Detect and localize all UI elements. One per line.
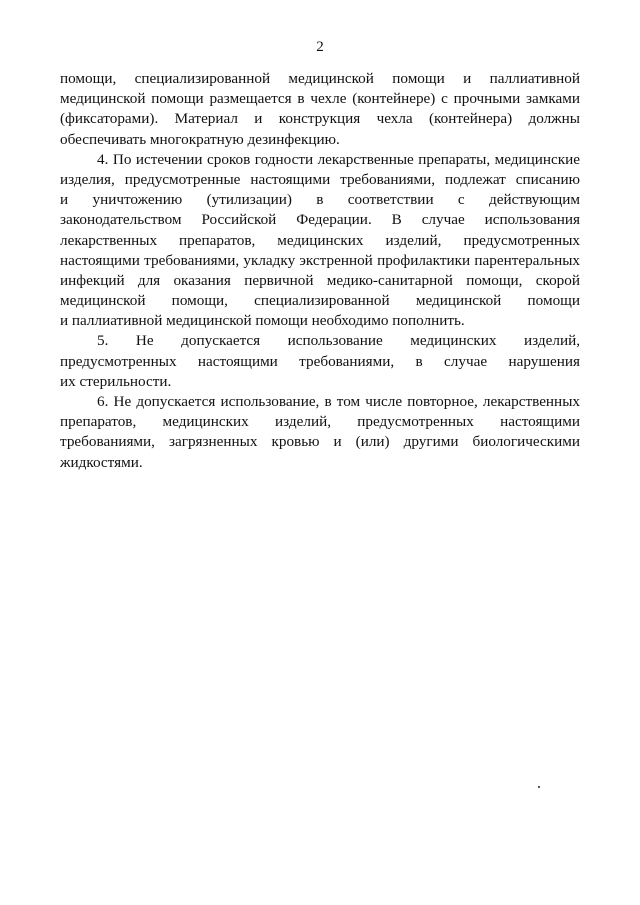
text-line: лекарственных препаратов, медицинских изделий, предусмотренных — [60, 231, 580, 249]
text-line: и уничтожению (утилизации) в соответствии с действующим — [60, 191, 580, 209]
document-body — [60, 69, 580, 473]
text-line: изделия, предусмотренные настоящими требованиями, подлежат списанию — [60, 170, 580, 188]
text-line: обеспечивать многократную дезинфекцию. — [60, 130, 340, 148]
paragraph-5 — [60, 331, 580, 392]
text-line: 4. По истечении сроков годности лекарственные препараты, медицинские — [97, 150, 580, 168]
text-line: препаратов, медицинских изделий, предусмотренных настоящими — [60, 413, 580, 431]
text-line: инфекций для оказания первичной медико-санитарной помощи, скорой — [60, 271, 580, 289]
paragraph-1 — [60, 69, 580, 150]
text-line: помощи, специализированной медицинской помощи и паллиативной — [60, 70, 580, 87]
text-line: требованиями, загрязненных кровью и (или) другими биологическими — [60, 433, 580, 451]
scan-speck — [538, 786, 540, 788]
text-line: настоящими требованиями, укладку экстренной профилактики парентеральных — [60, 251, 580, 269]
text-line: их стерильности. — [60, 372, 172, 390]
text-line: предусмотренных настоящими требованиями, в случае нарушения — [60, 352, 580, 370]
text-line: и паллиативной медицинской помощи необходимо пополнить. — [60, 312, 465, 330]
text-line: законодательством Российской Федерации. В случае использования — [60, 211, 580, 229]
text-line: 6. Не допускается использование, в том числе повторное, лекарственных — [97, 393, 580, 410]
page-number: 2 — [316, 39, 324, 55]
text-line: (фиксаторами). Материал и конструкция чехла (контейнера) должны — [60, 110, 580, 128]
text-line: медицинской помощи размещается в чехле (контейнере) с прочными замками — [60, 90, 580, 108]
text-line: медицинской помощи, специализированной медицинской помощи — [60, 292, 580, 310]
paragraph-6 — [60, 392, 580, 473]
text-line: жидкостями. — [60, 453, 143, 471]
paragraph-4 — [60, 150, 580, 332]
text-line: 5. Не допускается использование медицинских изделий, — [97, 332, 580, 350]
